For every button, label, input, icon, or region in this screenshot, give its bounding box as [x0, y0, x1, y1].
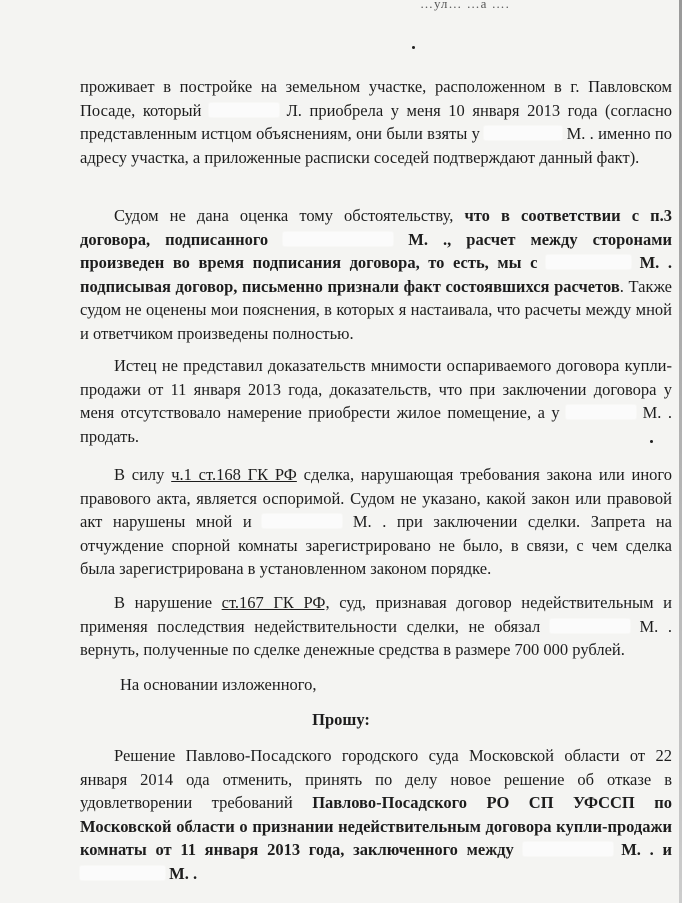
- p3-text-a: Истец не представил доказательств мнимости оспариваемого договора купли-продажи от 11 января 2013 года, доказательств, что при заключении договора у меня отсутствовало намерение приобрести жилое помещение, а у: [80, 356, 672, 422]
- speck: [412, 46, 415, 49]
- header-fragment: …ул… …а ….: [420, 0, 510, 11]
- paragraph-7: [80, 744, 672, 885]
- redaction: [80, 866, 165, 880]
- p2-lead: Судом не дана оценка тому обстоятельству,: [114, 206, 454, 225]
- redaction: [283, 232, 393, 246]
- redaction: [550, 619, 630, 633]
- paragraph-4: [80, 463, 672, 581]
- p4-text-a: сделка, нарушающая требования закона или иного правового акта, является оспоримой. Судом не указано, какой закон или правовой акт нарушены мной и: [80, 465, 673, 531]
- p4-text-b: М. . при заключении сделки. Запрета на отчуждение спорной комнаты зарегистрировано не было, в связи, с чем сделка была зарегистрирована в установленном законом порядке.: [80, 512, 673, 578]
- p4-lead: В силу: [114, 465, 165, 484]
- paragraph-2: [80, 204, 672, 345]
- p2-bold-a: что в соответствии с п.3 договора, подписанного: [80, 206, 673, 249]
- p5-text-b: М. . вернуть, полученные по сделке денежные средства в размере 700 000 рублей.: [80, 616, 672, 659]
- redaction: [262, 514, 342, 528]
- p5-text-a: суд, признавая договор недействительным и применяя последствия недействительности сделки, не обязал: [80, 593, 672, 636]
- p7-text-a: Решение Павлово-Посадского городского суда Московской области от 22 января 2014 ода отменить, принять по делу новое решение об отказе в удовлетворении требований: [80, 746, 672, 812]
- paragraph-5: [80, 591, 672, 662]
- paragraph-3: [80, 354, 672, 448]
- law-link-167[interactable]: ст.167 ГК РФ,: [221, 593, 330, 612]
- paragraph-1: [80, 75, 672, 169]
- law-link-168[interactable]: ч.1 ст.168 ГК РФ: [171, 465, 297, 484]
- speck: [650, 440, 653, 443]
- p5-lead: В нарушение: [114, 593, 213, 612]
- p1-text-b: Л. приобрела у меня 10 января 2013 года (согласно представленным истцом объяснениям, они были взяты у: [80, 100, 673, 143]
- redaction: [484, 126, 562, 140]
- p7-bold-b: М. . и: [621, 840, 672, 859]
- request-heading: Прошу:: [312, 710, 370, 729]
- p2-bold-c: М. . подписывая договор, письменно признали факт состоявшихся расчетов: [80, 253, 673, 296]
- p7-bold-a: Павлово-Посадского РО СП УФССП по Московской области о признании недействительным договора купли-продажи комнаты от 11 января 2013 года, заключенного между: [80, 793, 672, 859]
- p3-text-b: М. . продать.: [80, 403, 672, 446]
- p1-text-c: М. . именно по адресу участка, а приложенные расписки соседей подтверждают данный факт).: [80, 124, 672, 167]
- redaction: [209, 103, 279, 117]
- p2-bold-b: М. ., расчет между сторонами произведен во время подписания договора, то есть, мы с: [80, 229, 673, 272]
- redaction: [546, 255, 631, 269]
- p2-tail: . Также судом не оценены мои пояснения, в которых я настаивала, что расчеты между мной и ответчиком произведены полностью.: [80, 276, 672, 343]
- redaction: [523, 842, 613, 856]
- p7-bold-c: М. .: [169, 863, 198, 883]
- paragraph-6: На основании изложенного,: [120, 675, 317, 694]
- redaction: [566, 405, 636, 419]
- p1-text-a: проживает в постройке на земельном участке, расположенном в г. Павловском Посаде, который: [80, 77, 672, 120]
